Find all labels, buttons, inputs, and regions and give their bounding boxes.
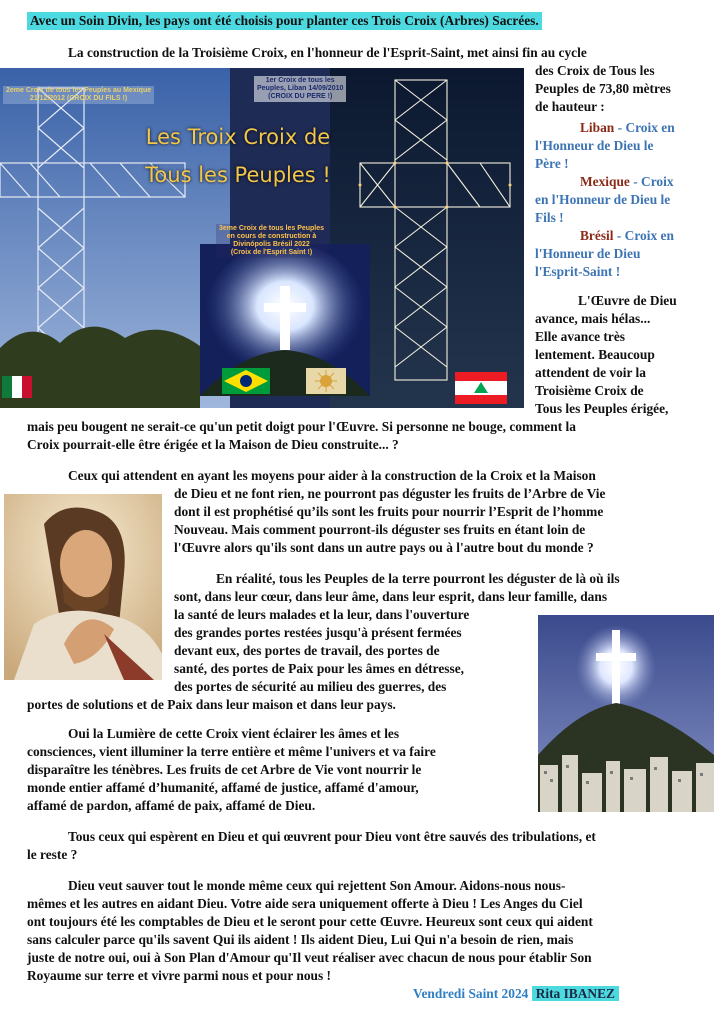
poster-title-line: Les Troix Croix de [145,125,331,149]
honour-text: l'Honneur de Dieu le [535,138,654,153]
para1-line: Peuples de 73,80 mètres [535,81,671,96]
honour-text: Croix en [624,228,674,243]
para4-line: sont, dans leur cœur, dans leur âme, dans leur esprit, dans leur famille, dans [174,589,608,604]
bresil-caption-line: (Croix de l'Esprit Saint !) [230,249,313,256]
mexico-caption-line: 2eme Croix de tous les Peuples au Mexique [6,87,152,94]
para7-line: mêmes et les autres en aidant Dieu. Votre aide sera uniquement offerte à Dieu ! Les Anges du Ciel [27,896,583,911]
para3-line: l'Œuvre alors qu'ils sont dans un autre pays ou à l'autre bout du monde ? [174,540,594,555]
jesus-praying-image [4,494,162,680]
bresil-entry [580,227,674,244]
para4-line: des portes de sécurité au milieu des guerres, des [174,679,447,694]
country-liban: Liban [580,120,615,135]
honour-text: en l'Honneur de Dieu le [535,192,671,207]
signature [413,985,619,1002]
three-crosses-poster [0,68,524,408]
liban-caption-line: 1er Croix de tous les [265,77,335,84]
mexique-entry [580,173,674,190]
country-separator: - [633,174,638,189]
para4-line: En réalité, tous les Peuples de la terre pourront les déguster de là où ils [216,571,620,586]
poster-title-line: Tous les Peuples ! [145,163,331,187]
para2-line: Elle avance très [535,329,625,344]
para2-line: Tous les Peuples érigée, [535,401,669,416]
para4-line: portes de solutions et de Paix dans leur maison et dans leur pays. [27,697,396,712]
para7-line: sans calculer parce qu'ils savent Qui ils aident ! Ils aident Dieu, Lui Qui n'a besoin de rien, mais [27,932,574,947]
bresil-caption-line: Divinópolis Brésil 2022 [233,241,310,248]
liban-entry [580,119,675,136]
para2-line: mais peu bougent ne serait-ce qu'un petit doigt pour l'Œuvre. Si personne ne bouge, comment la [27,419,576,434]
para7-line: ont toujours été les comptables de Dieu et le seront pour cette Œuvre. Heureux sont ceux qui aident [27,914,593,929]
para4-line: santé, des portes de Paix pour les âmes en détresse, [174,661,464,676]
signature-date: Vendredi Saint 2024 [413,986,529,1001]
para2-line: Croix pourrait-elle être érigée et la Maison de Dieu construite... ? [27,437,399,452]
lebanon-flag [455,372,507,404]
para3-line: dont il est prophétisé qu’ils sont les fruits pour nourrir l’Esprit de l’homme [174,504,604,519]
country-mexique: Mexique [580,174,630,189]
para4-line: devant eux, des portes de travail, des portes de [174,643,440,658]
para6-line: le reste ? [27,847,78,862]
para5-line: Oui la Lumière de cette Croix vient éclairer les âmes et les [68,726,400,741]
para4-line: la santé de leurs malades et la leur, dans l'ouverture [174,607,470,622]
bresil-caption-line: en cours de construction à [226,233,317,240]
liban-caption-line: (CROIX DU PERE !) [268,93,333,100]
bresil-caption [216,224,327,258]
liban-caption [254,76,346,102]
honour-text: Croix en [625,120,675,135]
para7-line: Dieu veut sauver tout le monde même ceux qui rejettent Son Amour. Aidons-nous nous- [68,878,566,893]
para7-line: Royaume sur terre et vivre parmi nous et pour nous ! [27,968,332,983]
para2-line: lentement. Beaucoup [535,347,655,362]
honour-text: l'Honneur de Dieu [535,246,641,261]
para3-line: de Dieu et ne font rien, ne pourront pas déguster les fruits de l’Arbre de Vie [174,486,606,501]
mexico-flag [2,376,32,398]
country-separator: - [616,228,622,243]
poster-title [113,118,363,194]
country-bresil: Brésil [580,228,614,243]
page-heading: Avec un Soin Divin, les pays ont été choisis pour planter ces Trois Croix (Arbres) Sacrées. [27,12,542,30]
para6-line: Tous ceux qui espèrent en Dieu et qui œuvrent pour Dieu vont être sauvés des tribulations, et [68,829,596,844]
brazil-flag [222,368,270,394]
para4-line: des grandes portes restées jusqu'à présent fermées [174,625,462,640]
para7-line: juste de notre oui, oui à Son Plan d'Amour qu'Il veut réaliser avec chacun de nous pour établir Son [27,950,592,965]
para1-line: La construction de la Troisième Croix, en l'honneur de l'Esprit-Saint, met ainsi fin au cycle [68,45,587,60]
illuminated-cross-city-image [538,615,714,812]
mexico-caption-line: 21/12/2012 (CROIX DU FILS !) [29,95,128,102]
para5-line: monde entier affamé d’humanité, affamé de justice, affamé d'amour, [27,780,419,795]
honour-text: Croix [641,174,674,189]
sun-emblem [306,368,346,394]
para2-line: avance, mais hélas... [535,311,651,326]
mexico-caption [3,86,154,104]
para1-line: des Croix de Tous les [535,63,655,78]
para3-line: Nouveau. Mais comment pourront-ils déguster ses fruits en étant loin de [174,522,586,537]
honour-text: Fils ! [535,210,564,225]
liban-caption-line: Peuples, Liban 14/09/2010 [257,85,344,92]
honour-text: l'Esprit-Saint ! [535,264,621,279]
para5-line: disparaître les ténèbres. Les fruits de cet Arbre de Vie vont nourrir le [27,762,422,777]
signature-name: Rita IBANEZ [532,986,619,1001]
country-separator: - [617,120,623,135]
para3-line: Ceux qui attendent en ayant les moyens pour aider à la construction de la Croix et la Maison [68,468,596,483]
para5-line: consciences, vient illuminer la terre entière et même l'univers et va faire [27,744,436,759]
para2-line: Troisième Croix de [535,383,644,398]
bresil-caption-line: 3eme Croix de tous les Peuples [219,225,325,232]
para5-line: affamé de pardon, affamé de paix, affamé de Dieu. [27,798,316,813]
honour-text: Père ! [535,156,569,171]
para1-line: de hauteur : [535,99,605,114]
para2-line: L'Œuvre de Dieu [578,293,677,308]
para2-line: attendent de voir la [535,365,646,380]
